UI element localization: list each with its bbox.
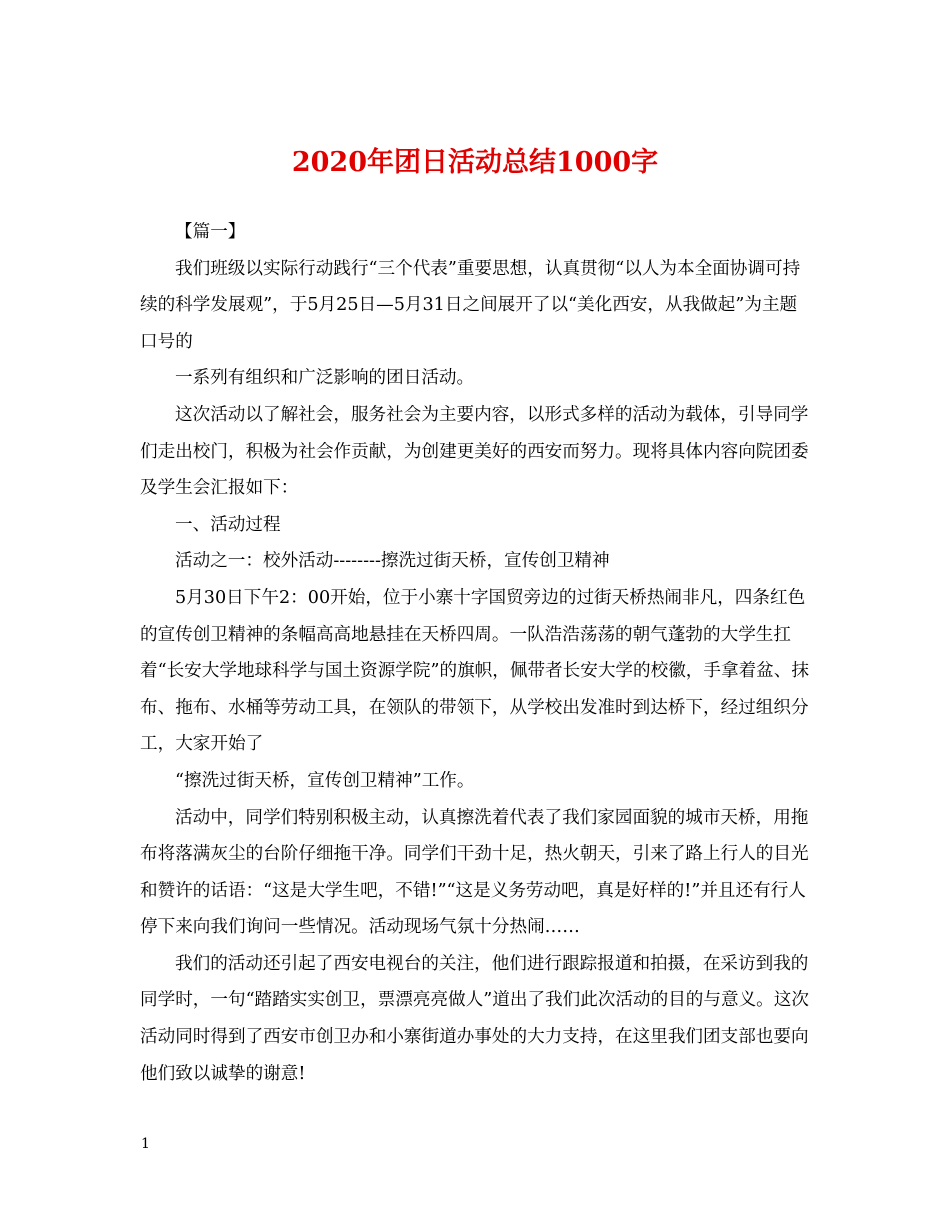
paragraph: 我们的活动还引起了西安电视台的关注，他们进行跟踪报道和拍摄，在采访到我的同学时，一句“踏踏实实创卫，票漂亮亮做人”道出了我们此次活动的目的与意义。这次活动同时得到了西安市创卫办和小寨街道办事处的大力支持，在这里我们团支部也要向他们致以诚挚的谢意! [140,953,809,1084]
paragraph: “擦洗过街天桥，宣传创卫精神”工作。 [175,770,475,791]
paragraph: 5月30日下午2：00开始，位于小寨十字国贸旁边的过街天桥热闹非凡，四条红色的宣传创卫精神的条幅高高地悬挂在天桥四周。一队浩浩荡荡的朝气蓬勃的大学生扛着“长安大学地球科学与国土资源学院”的旗帜，佩带者长安大学的校徽，手拿着盆、抹布、拖布、水桶等劳动工具，在领队的带领下，从学校出发准时到达桥下，经过组织分工，大家开始了 [140,587,809,755]
section-heading: 【篇一】 [175,222,246,242]
document-body [140,214,812,1092]
paragraph: 活动中，同学们特别积极主动，认真擦洗着代表了我们家园面貌的城市天桥，用拖布将落满灰尘的台阶仔细拖干净。同学们干劲十足，热火朝天，引来了路上行人的目光和赞许的话语：“这是大学生吧，不错!”“这是义务劳动吧，真是好样的!”并且还有行人停下来向我们询问一些情况。活动现场气氛十分热闹…… [140,807,809,938]
page-number: 1 [141,1136,150,1152]
section-heading: 一、活动过程 [175,514,281,535]
paragraph: 一系列有组织和广泛影响的团日活动。 [175,368,475,389]
paragraph: 我们班级以实际行动践行“三个代表”重要思想，认真贯彻“以人为本全面协调可持续的科学发展观”，于5月25日—5月31日之间展开了以“美化西安，从我做起”为主题口号的 [140,258,801,352]
document-title: 2020年团日活动总结1000字 [291,147,659,178]
paragraph: 这次活动以了解社会，服务社会为主要内容，以形式多样的活动为载体，引导同学们走出校门，积极为社会作贡献，为创建更美好的西安而努力。现将具体内容向院团委及学生会汇报如下： [140,404,809,499]
subsection-heading: 活动之一：校外活动--------擦洗过街天桥，宣传创卫精神 [175,551,610,572]
